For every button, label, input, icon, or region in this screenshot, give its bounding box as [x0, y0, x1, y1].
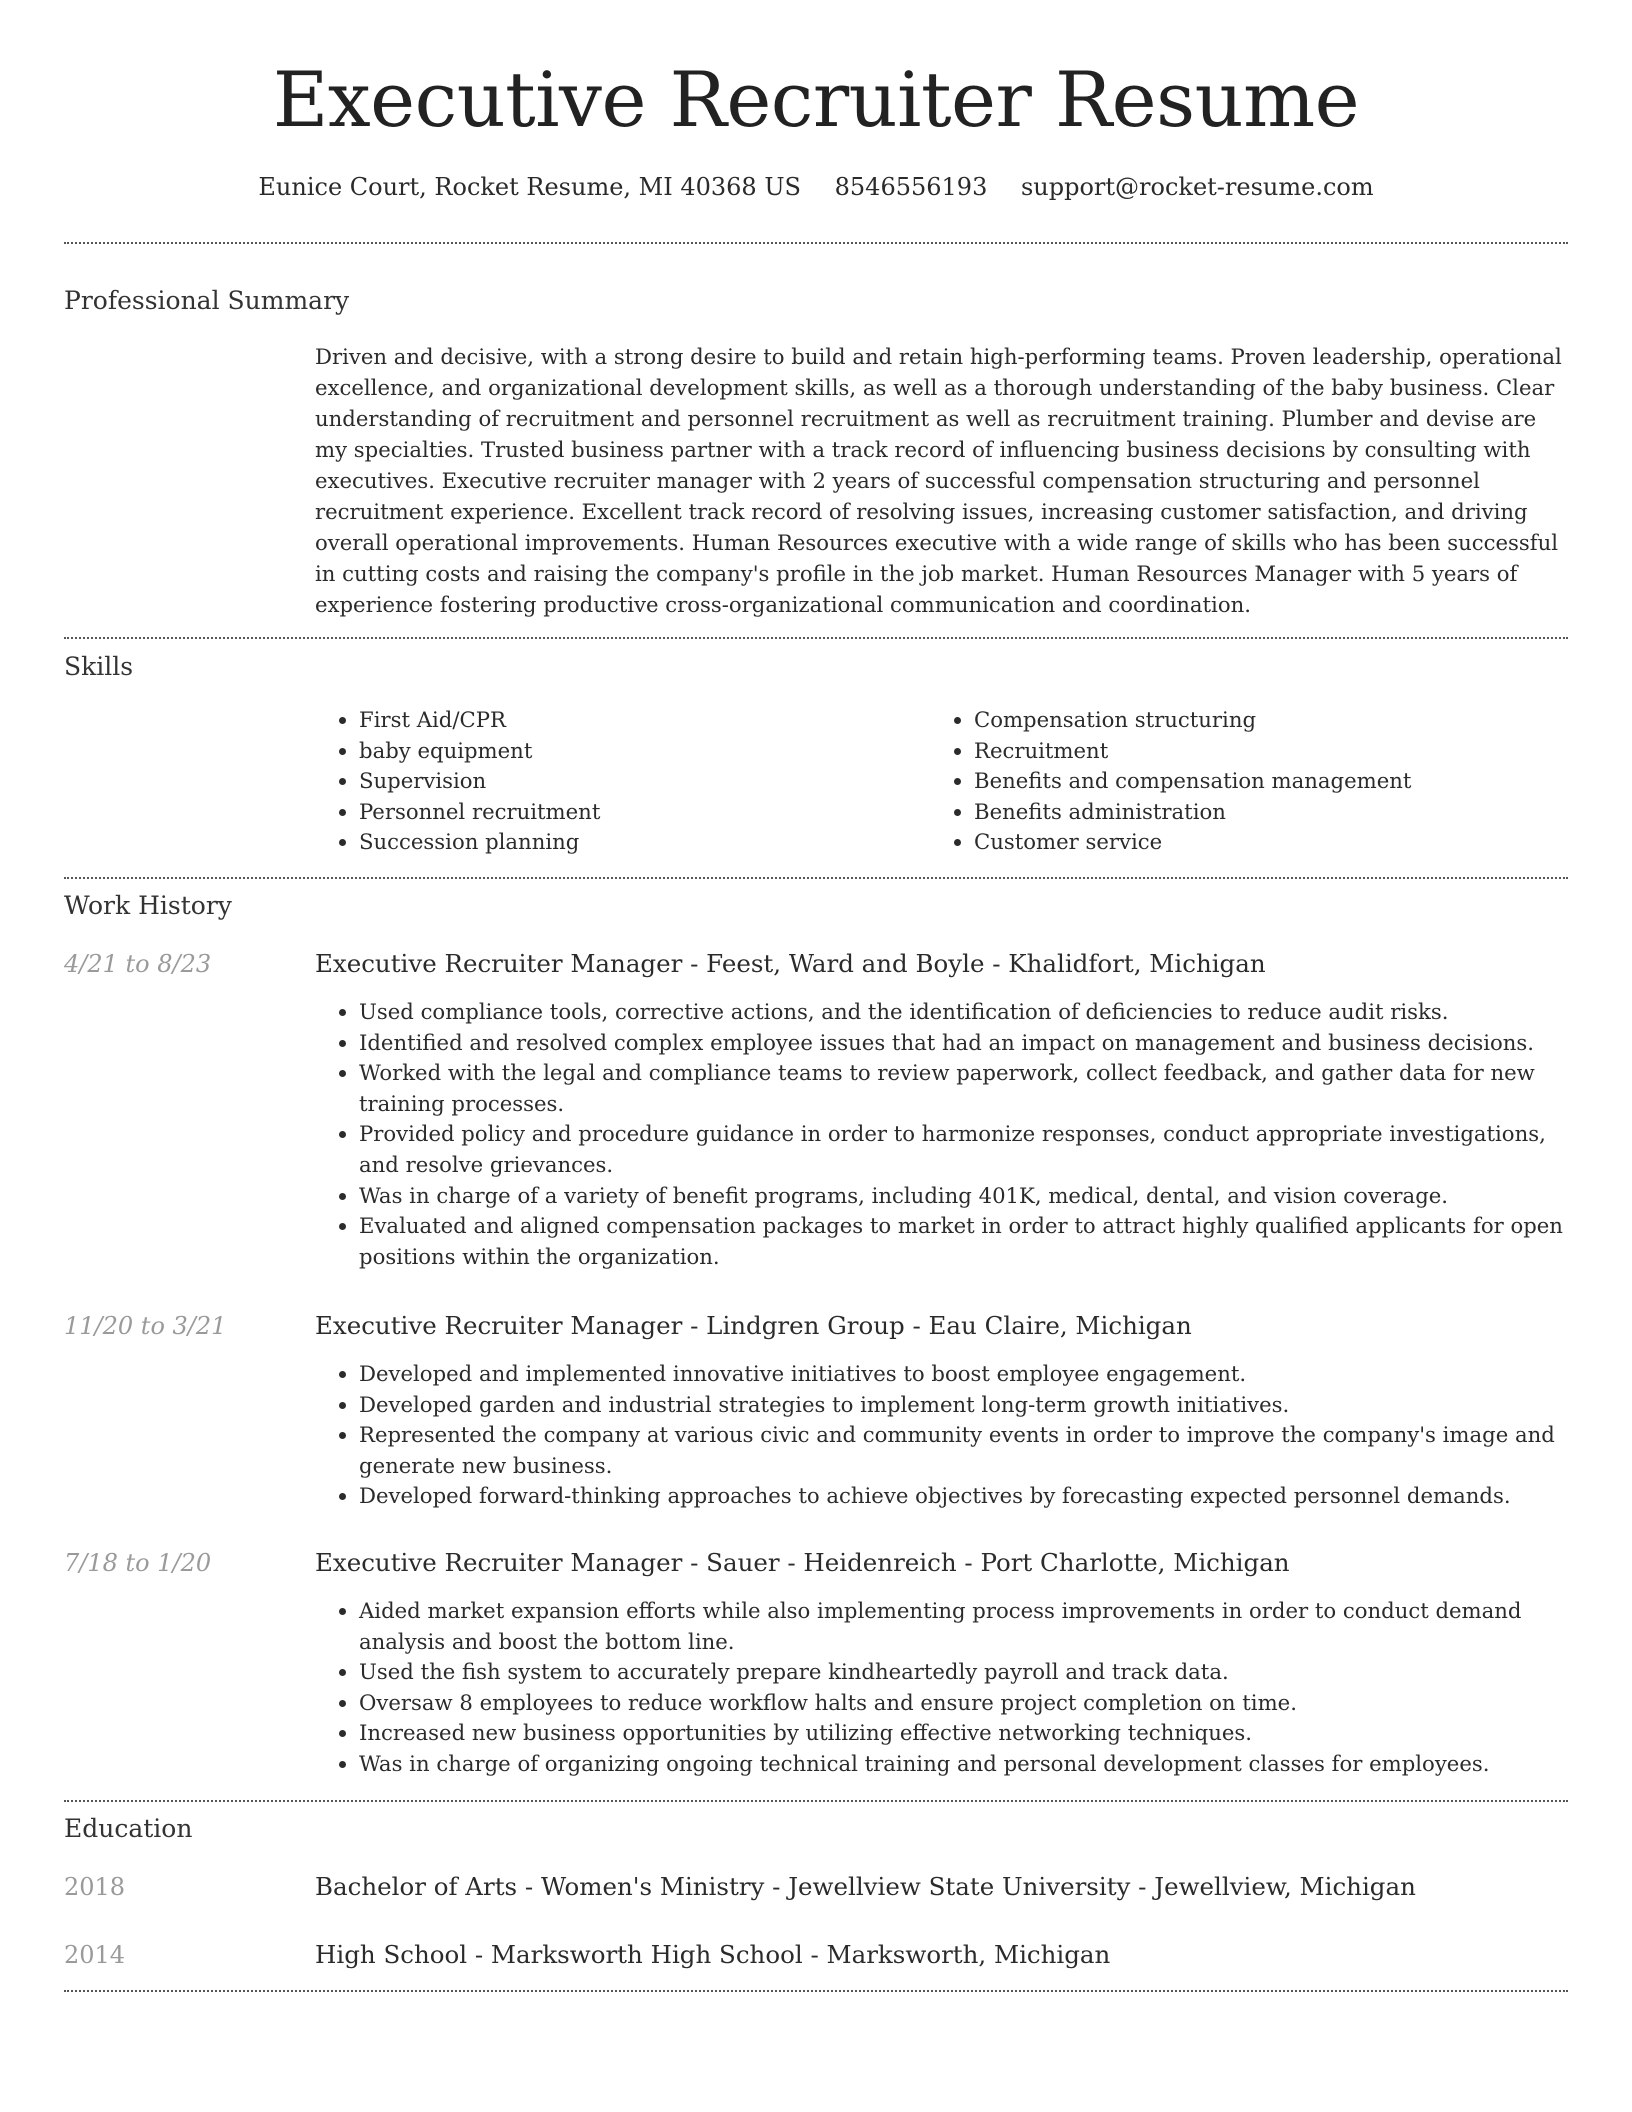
job-title: Executive Recruiter Manager - Lindgren Group - Eau Claire, Michigan	[315, 1311, 1192, 1340]
job-bullet: • Was in charge of organizing ongoing technical training and personal development classes for employees.	[359, 1749, 1568, 1780]
job-bullet: • Evaluated and aligned compensation packages to market in order to attract highly qualified applicants for open positions within the organization.	[359, 1211, 1568, 1272]
job-bullet: • Represented the company at various civic and community events in order to improve the company's image and generate new business.	[359, 1420, 1568, 1481]
divider	[64, 1800, 1568, 1802]
job-bullet: • Identified and resolved complex employee issues that had an impact on management and business decisions.	[359, 1028, 1568, 1059]
job-title: Executive Recruiter Manager - Feest, Ward and Boyle - Khalidfort, Michigan	[315, 949, 1266, 978]
skills-list-left	[315, 705, 929, 858]
skill-item: • Customer service	[974, 827, 1594, 858]
skill-item: • Personnel recruitment	[359, 797, 929, 828]
job-bullet: • Oversaw 8 employees to reduce workflow halts and ensure project completion on time.	[359, 1688, 1568, 1719]
divider	[64, 877, 1568, 879]
skill-item: • First Aid/CPR	[359, 705, 929, 736]
job-bullet: • Developed and implemented innovative initiatives to boost employee engagement.	[359, 1359, 1568, 1390]
skill-item: • Compensation structuring	[974, 705, 1594, 736]
contact-email: support@rocket-resume.com	[1020, 173, 1374, 201]
job-bullet: • Developed forward-thinking approaches to achieve objectives by forecasting expected personnel demands.	[359, 1481, 1568, 1512]
job-bullet: • Worked with the legal and compliance teams to review paperwork, collect feedback, and gather data for new training processes.	[359, 1058, 1568, 1119]
divider	[64, 1990, 1568, 1992]
job-dates: 4/21 to 8/23	[64, 950, 212, 978]
job-bullet: • Used the fish system to accurately prepare kindheartedly payroll and track data.	[359, 1657, 1568, 1688]
section-label-education: Education	[64, 1814, 193, 1843]
education-year: 2018	[64, 1873, 126, 1901]
section-label-work: Work History	[64, 891, 232, 920]
education-year: 2014	[64, 1941, 126, 1969]
job-bullet: • Aided market expansion efforts while also implementing process improvements in order to conduct demand analysis and boost the bottom line.	[359, 1596, 1568, 1657]
skills-list-right	[930, 705, 1594, 858]
contact-address: Eunice Court, Rocket Resume, MI 40368 US	[258, 173, 801, 201]
job-bullet: • Used compliance tools, corrective actions, and the identification of deficiencies to reduce audit risks.	[359, 997, 1568, 1028]
section-label-skills: Skills	[64, 652, 134, 681]
resume-title: Executive Recruiter Resume	[272, 55, 1360, 144]
skill-item: • Recruitment	[974, 736, 1594, 767]
skill-item: • Succession planning	[359, 827, 929, 858]
contact-line	[64, 170, 1568, 204]
section-label-summary: Professional Summary	[64, 286, 350, 315]
skill-item: • Benefits and compensation management	[974, 766, 1594, 797]
contact-phone: 8546556193	[834, 173, 988, 201]
education-entry: Bachelor of Arts - Women's Ministry - Jewellview State University - Jewellview, Michigan	[315, 1872, 1416, 1901]
skill-item: • Supervision	[359, 766, 929, 797]
skill-item: • baby equipment	[359, 736, 929, 767]
summary-text: Driven and decisive, with a strong desire to build and retain high-performing teams. Proven leadership, operational excellence, and organizational development skills, as well as a thorough understanding of the baby business. Clear understanding of recruitment and personnel recruitment as well as recruitment training. Plumber and devise are my specialties. Trusted business partner with a track record of influencing business decisions by consulting with executives. Executive recruiter manager with 2 years of successful compensation structuring and personnel recruitment experience. Excellent track record of resolving issues, increasing customer satisfaction, and driving overall operational improvements. Human Resources executive with a wide range of skills who has been successful in cutting costs and raising the company's profile in the job market. Human Resources Manager with 5 years of experience fostering productive cross-organizational communication and coordination.	[315, 344, 1562, 617]
job-bullet: • Increased new business opportunities by utilizing effective networking techniques.	[359, 1718, 1568, 1749]
job-bullets	[315, 1359, 1568, 1512]
divider	[64, 242, 1568, 244]
job-bullet: • Developed garden and industrial strategies to implement long-term growth initiatives.	[359, 1390, 1568, 1421]
job-bullets	[315, 997, 1568, 1272]
job-bullets	[315, 1596, 1568, 1780]
job-dates: 11/20 to 3/21	[64, 1312, 227, 1340]
job-dates: 7/18 to 1/20	[64, 1549, 212, 1577]
job-bullet: • Provided policy and procedure guidance in order to harmonize responses, conduct appropriate investigations, and resolve grievances.	[359, 1119, 1568, 1180]
divider	[64, 637, 1568, 639]
skill-item: • Benefits administration	[974, 797, 1594, 828]
job-bullet: • Was in charge of a variety of benefit programs, including 401K, medical, dental, and vision coverage.	[359, 1181, 1568, 1212]
education-entry: High School - Marksworth High School - Marksworth, Michigan	[315, 1940, 1111, 1969]
job-title: Executive Recruiter Manager - Sauer - Heidenreich - Port Charlotte, Michigan	[315, 1548, 1290, 1577]
